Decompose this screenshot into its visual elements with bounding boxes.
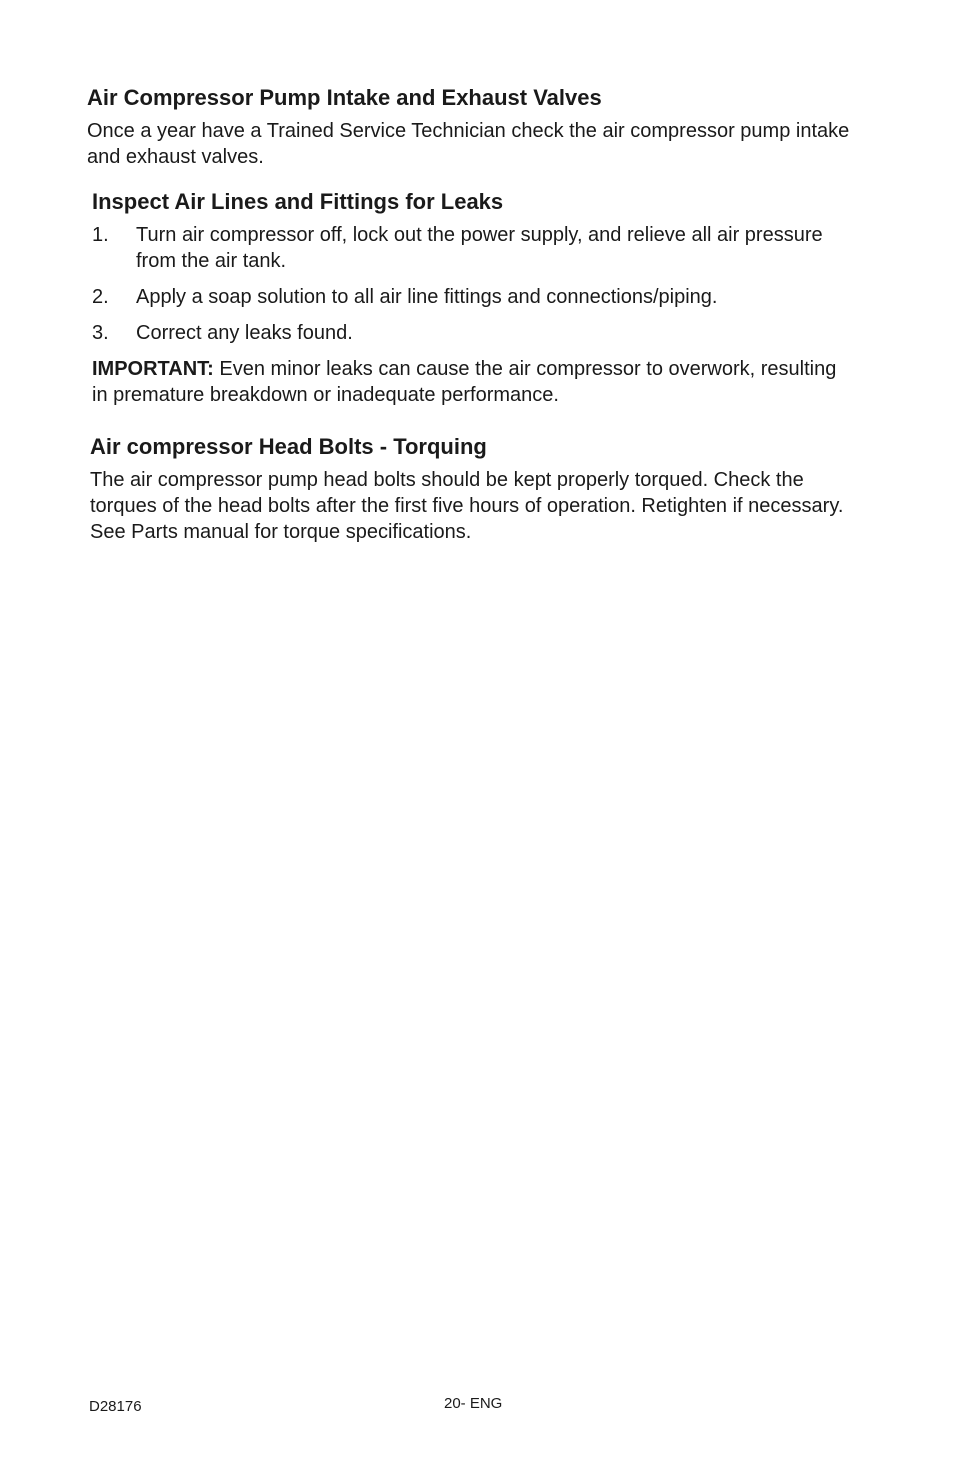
step-text: Correct any leaks found. [136, 322, 353, 344]
section-heading: Inspect Air Lines and Fittings for Leaks [92, 189, 504, 214]
list-item [0, 284, 836, 310]
section-body: The air compressor pump head bolts should be kept properly torqued. Check the torques of the head bolts after the first five hours of operation. Retighten if necessary. See Parts manual for torque specifications. [90, 469, 844, 543]
step-number: 3. [92, 322, 109, 344]
step-text: Apply a soap solution to all air line fittings and connections/piping. [136, 286, 718, 308]
step-text: Turn air compressor off, lock out the power supply, and relieve all air pressure from the air tank. [136, 224, 823, 272]
list-item [0, 320, 836, 346]
important-label: IMPORTANT: [92, 358, 214, 380]
page-number: 20- ENG [444, 1395, 503, 1412]
list-item [0, 222, 836, 274]
step-number: 1. [92, 224, 109, 246]
section-inspect-air-lines [0, 189, 954, 408]
section-heading: Air compressor Head Bolts - Torquing [90, 434, 487, 459]
section-head-bolts-torquing [0, 434, 954, 545]
important-note [0, 356, 852, 408]
important-text: Even minor leaks can cause the air compressor to overwork, resulting in premature breakdown or inadequate performance. [92, 358, 837, 406]
steps-list [0, 222, 954, 346]
section-intake-exhaust-valves [0, 85, 954, 170]
document-number: D28176 [89, 1398, 142, 1415]
section-heading: Air Compressor Pump Intake and Exhaust Valves [87, 85, 602, 110]
step-number: 2. [92, 286, 109, 308]
section-body: Once a year have a Trained Service Technician check the air compressor pump intake and exhaust valves. [87, 120, 850, 168]
